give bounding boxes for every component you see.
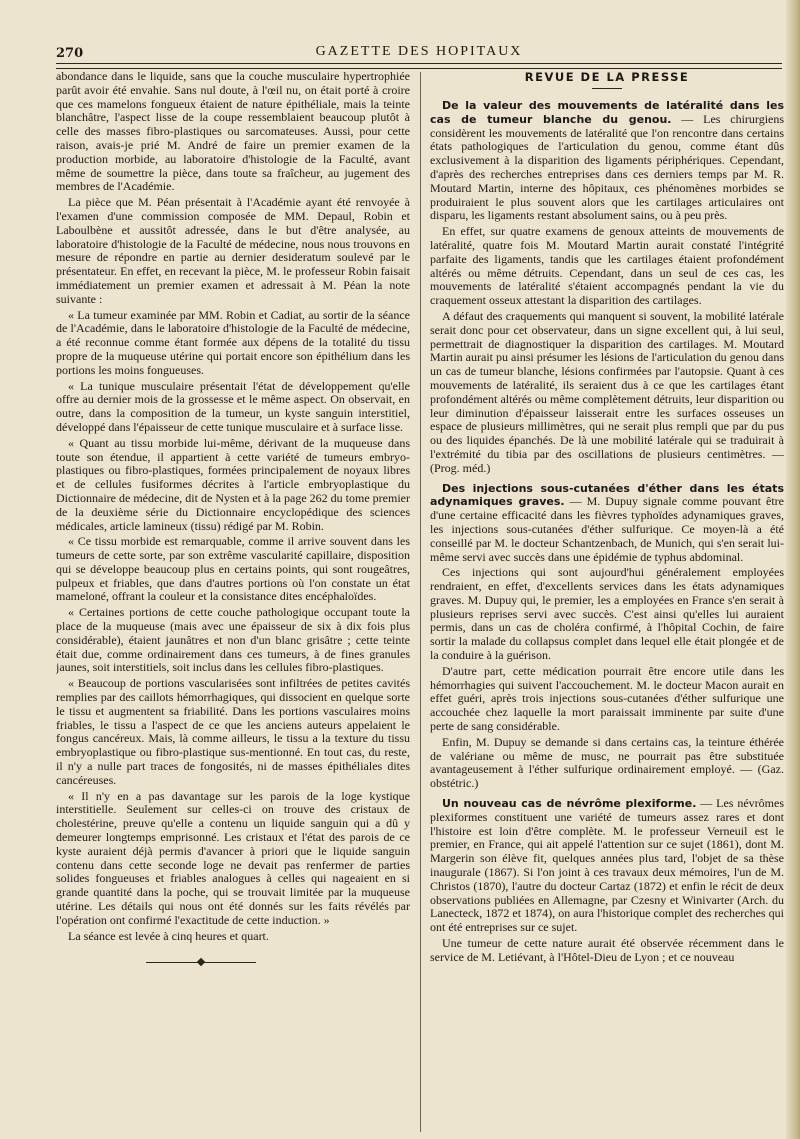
section-title: REVUE DE LA PRESSE (524, 70, 690, 84)
paragraph: abondance dans le liquide, sans que la couche musculaire hypertrophiée parût avoir été envahie. Sans nul doute, à l'œil nu, on était porté à croire que ces mamelons fongueux étaient de nature épithéliale, mais la teinte blanchâtre, l'aspect lisse de la coupe ressemblaient beaucoup plutôt à celle des masses fibro-plastiques ou sarcomateuses. Aussi, pour cette raison, avais-je prié M. André de faire un premier examen de la production morbide, au laboratoire d'histologie de la Faculté, avant même de soumettre la pièce, dans toute sa fraîcheur, au jugement des membres de l'Académie. (56, 70, 410, 194)
article-heading: Un nouveau cas de névrôme plexiforme. (442, 797, 697, 811)
paragraph: « Quant au tissu morbide lui-même, dérivant de la muqueuse dans toute son étendue, il appartient à cette variété de tumeurs embryo-plastiques ou fibro-plastiques, formées principalement de noyaux libres et de cellules fusiformes décrites à l'article embryoplastique du Dictionnaire de médecine, dit de Nysten et à la page 262 du tome premier de la deuxième série du Dictionnaire encyclopédique des sciences médicales, article lamineux (tissu) rédigé par M. Robin. (56, 435, 410, 533)
paragraph: D'autre part, cette médication pourrait être encore utile dans les hémorrhagies qui suivent l'accouchement. M. le docteur Macon aurait en effet guéri, après trois injections sous-cutanées d'éther sulfurique une accouchée chez laquelle la mort paraissait imminente par suite d'une perte de sang considérable. (430, 663, 784, 734)
end-ornament (146, 959, 256, 965)
article-text: — Les névrômes plexiformes constituent une variété de tumeurs assez rares et dont l'histoire est loin d'être complète. M. le professeur Verneuil est le premier, en France, qui ait appelé l'attention sur ce sujet (1861), dont M. Margerin son élève fit, quelques années plus tard, l'objet de sa thèse inaugurale (1867). Si l'on joint à ces travaux deux mémoires, l'un de M. Christos (1870), l'autre du docteur Cartaz (1872) et enfin le récit de deux observations publiées en Allemagne, par Czesny et Winivarter (Arch. du Lanecteck, 1872 et 1874), on aura l'historique complet des recherches qui ont été entreprises sur ce sujet. (430, 796, 784, 935)
column-divider (420, 72, 421, 1132)
paragraph: La pièce que M. Péan présentait à l'Académie ayant été renvoyée à l'examen d'une commission composée de MM. Depaul, Robin et Laboulbène et aussitôt adressée, dans le but d'être analysée, au laboratoire d'histologie de la Faculté de médecine, nous nous trouvons en mesure de répondre en partie au dernier desideratum soulevé par le présentateur. En effet, en recevant la pièce, M. le professeur Robin faisait immédiatement un premier examen et adressait à M. Péan la note suivante : (56, 195, 410, 306)
paragraph: « La tunique musculaire présentait l'état de développement qu'elle offre au dernier mois de la grossesse et le même aspect. On observait, en outre, dans la composition de la tumeur, un kyste sanguin interstitiel, développé dans l'épaisseur de cette tunique musculaire et à surface lisse. (56, 378, 410, 434)
paragraph: « Certaines portions de cette couche pathologique occupant toute la place de la muqueuse (mais avec une épaisseur de six à dix fois plus considérable), étaient jaunâtres et non d'un blanc grisâtre ; cette teinte était due, comme ordinairement dans ces tumeurs, à de fines granules jaunes, soit interstitiels, soit inclus dans les cellules fibro-plastiques. (56, 605, 410, 675)
paragraph: Une tumeur de cette nature aurait été observée récemment dans le service de M. Letiévant, à l'Hôtel-Dieu de Lyon ; et ce nouveau (430, 936, 784, 964)
article-heading: Des injections sous-cutanées d'éther dans les états adynamiques graves. (430, 481, 784, 509)
closing-line: La séance est levée à cinq heures et quart. (68, 928, 269, 943)
article-heading: De la valeur des mouvements de latéralité dans les cas de tumeur blanche du genou. (430, 99, 784, 126)
paragraph: Ces injections qui sont aujourd'hui généralement employées rendraient, en effet, d'excellents services dans les états adynamiques graves. M. Dupuy qui, le premier, les a employées en France s'en serait à plusieurs reprises servi avec succès. C'est ainsi qu'elles lui auraient permis, dans un cas de choléra confirmé, à l'hôpital Cochin, de faire sortir la malade du collapsus complet dans lequel elle était plongée et de la conduire à la guérison. (430, 565, 784, 663)
page-number: 270 (56, 46, 84, 61)
paragraph: « Ce tissu morbide est remarquable, comme il arrive souvent dans les tumeurs de cette sorte, par son extrême vascularité capillaire, disposition qui se développe beaucoup plus en certains points, qui sont rougeâtres, pulpeux et friables, que dans d'autres portions où l'on constate un état mameloné, offrant la couleur et la consistance dites encéphaloïdes. (56, 534, 410, 604)
right-column (430, 70, 784, 1136)
article-neuroma (430, 797, 784, 935)
paragraph: « Beaucoup de portions vascularisées sont infiltrées de petites cavités remplies par des caillots hémorrhagiques, qui dissocient en quelque sorte le tissu et augmentent sa friabilité. Dans les portions vasculaires moins friables, le tissu a l'aspect de ce que les anciens auteurs appelaient le fongus cancéreux. Mais, là comme ailleurs, le tissu a la texture du tissu embryoplastique ou fibro-plastique sus-mentionné. En tout cas, du reste, il n'y a nulle part traces de fongosités, ni de masses épithéliales dites cancéreuses. (56, 676, 410, 787)
paragraph: A défaut des craquements qui manquent si souvent, la mobilité latérale serait donc pour cet observateur, dans un signe excellent qui, à lui seul, permettrait de diagnostiquer la disparition des cartilages. M. Moutard Martin aurait pu ainsi présumer les lésions de l'articulation du genou dans un cas de tumeur blanche, lésions confirmées par l'autopsie. Quant à ces mouvements de latéralité, ils seraient dus à ce que les cartilages étant profondément altérés ou même complètement détruits, leur disparition ou leur diminution d'épaisseur laisserait entre les surfaces osseuses un espace de plusieurs millimètres, qui ne serait plus rempli que par du pus ou des liquides épanchés. De là une mobilité latérale qui se traduirait à l'extrémité du tibia par des oscillations de plusieurs centimètres. — (Prog. méd.) (430, 308, 784, 475)
page-edge (786, 0, 800, 1139)
header-rule (56, 63, 782, 69)
article-ether (430, 482, 784, 565)
paragraph: Enfin, M. Dupuy se demande si dans certains cas, la teinture éthérée de valériane ou même de musc, ne pourrait pas être substituée avantageusement à l'éther sulfurique ordinairement employé. — (Gaz. obstétric.) (430, 734, 784, 791)
paragraph: En effet, sur quatre examens de genoux atteints de mouvements de latéralité, quatre fois M. Moutard Martin aurait constaté l'intégrité parfaite des ligaments, tandis que les cartilages étaient profondément altérés ou même détruits. Cependant, dans un seul de ces cas, les mouvements de latéralité s'étaient accompagnés pendant la vie du craquement osseux attestant la disparition des cartilages. (430, 224, 784, 308)
article-knee (430, 99, 784, 223)
paragraph: « Il n'y en a pas davantage sur les parois de la loge kystique interstitielle. Seulement sur celles-ci on trouve des cristaux de cholestérine, preuve qu'elle a contenu un liquide sanguin qui a dû y demeurer longtemps emprisonné. Les cristaux et l'état des parois de ce kyste auraient déjà permis d'avancer à priori que le liquide sanguin contenu dans cette seconde loge ne devait pas renfermer de parties solides fongueuses et friables analogues à celles qui nageaient en si grande quantité dans la poche, qui se trouvait limitée par la muqueuse utérine. Les détails qui nous ont été donnés sur les faits révélés par l'opération ont confirmé l'exactitude de cette induction. » (56, 788, 410, 927)
journal-title: GAZETTE DES HOPITAUX (315, 44, 523, 59)
article-text: — M. Dupuy signale comme pouvant être d'une certaine efficacité dans les fièvres typhoïdes adynamiques graves, les injections sous-cutanées d'éther sulfurique. Ce moyen-là a été conseillé par M. le docteur Schantzenbach, de Munich, qui s'en serait lui-même servi avec succès dans une épidémie de typhus abdominal. (430, 494, 784, 564)
paragraph: « La tumeur examinée par MM. Robin et Cadiat, au sortir de la séance de l'Académie, dans le laboratoire d'histologie de la Faculté de médecine, a été reconnue comme étant formée aux dépens de la totalité du tissu propre de la muqueuse utérine qui portait encore son épithélium dans les portions les moins fongueuses. (56, 307, 410, 377)
left-column (56, 70, 410, 1136)
article-text: — Les chirurgiens considèrent les mouvements de latéralité que l'on rencontre dans certains états pathologiques de l'articulation du genou, comme étant dûs exclusivement à la disparition des ligaments périphériques. Cependant, d'après des recherches entreprises dans ces derniers temps par M. R. Moutard Martin, interne des hôpitaux, ces phénomènes morbides se produiraient le plus souvent alors que les cartilages articulaires ont disparu, les ligaments restant absolument sains, ou à peu près. (430, 111, 784, 223)
page-header (56, 44, 782, 64)
section-rule (592, 88, 622, 89)
